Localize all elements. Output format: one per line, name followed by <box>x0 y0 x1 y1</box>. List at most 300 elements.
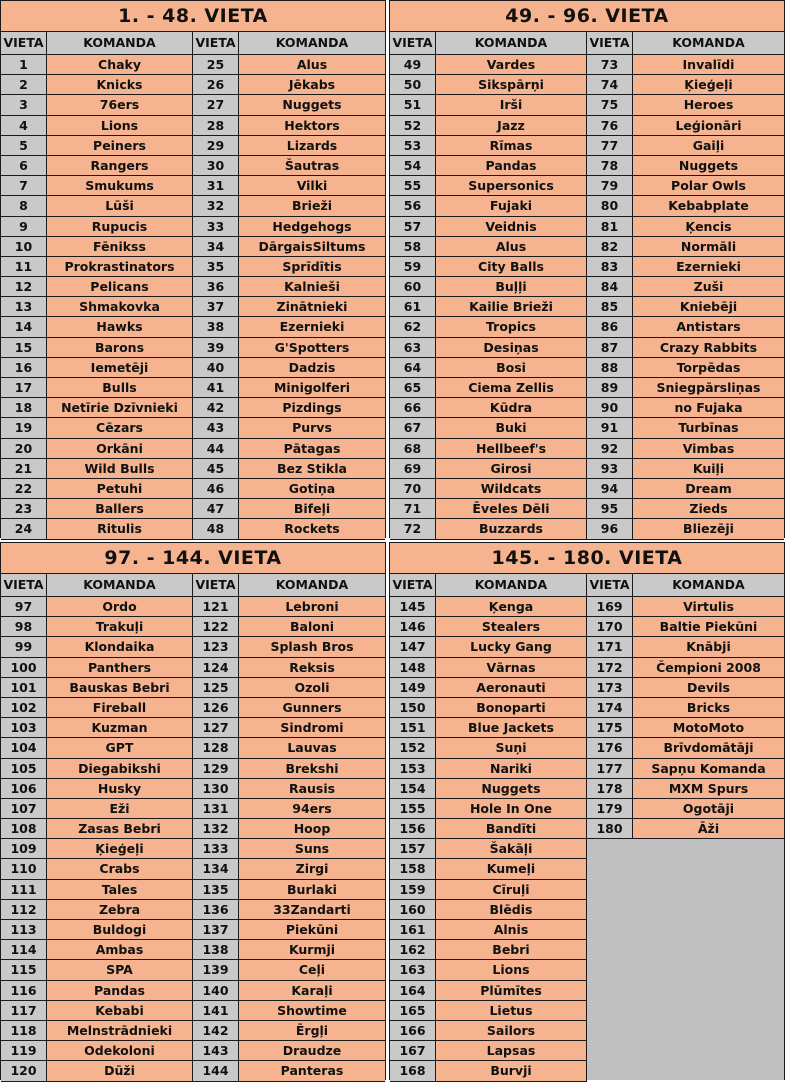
team-cell: Bebri <box>436 940 587 959</box>
team-cell: Alnis <box>436 920 587 939</box>
rank-cell: 95 <box>587 499 633 518</box>
rank-cell: 69 <box>390 459 436 478</box>
team-cell: Fēnikss <box>47 237 193 256</box>
table-row <box>1 297 193 317</box>
table-row <box>390 418 587 438</box>
rank-cell: 128 <box>193 738 239 757</box>
table-row <box>390 257 587 277</box>
team-cell: Nariki <box>436 759 587 778</box>
team-cell: Polar Owls <box>633 176 784 195</box>
rank-cell: 108 <box>1 819 47 838</box>
rank-cell: 12 <box>1 277 47 296</box>
rank-cell: 146 <box>390 617 436 636</box>
rank-cell: 50 <box>390 75 436 94</box>
team-cell: Lietus <box>436 1001 587 1020</box>
table-row <box>587 237 784 257</box>
rank-cell: 163 <box>390 960 436 979</box>
table-row <box>390 519 587 539</box>
standings-block-4 <box>389 542 785 1080</box>
team-cell: Hektors <box>239 116 385 135</box>
rank-cell: 123 <box>193 637 239 656</box>
team-cell: Buldogi <box>47 920 193 939</box>
rank-cell: 34 <box>193 237 239 256</box>
table-row <box>193 479 385 499</box>
table-row <box>390 439 587 459</box>
table-row <box>587 718 784 738</box>
standings-column-right <box>587 32 784 540</box>
rank-cell: 38 <box>193 317 239 336</box>
table-row <box>587 317 784 337</box>
table-row <box>1 156 193 176</box>
table-row <box>390 136 587 156</box>
table-row <box>193 940 385 960</box>
rank-cell: 120 <box>1 1061 47 1080</box>
table-row <box>193 779 385 799</box>
team-cell: Ogotāji <box>633 799 784 818</box>
table-row <box>587 519 784 539</box>
rank-cell: 145 <box>390 597 436 616</box>
team-cell: Eži <box>47 799 193 818</box>
table-row <box>1 277 193 297</box>
column-header <box>193 574 385 597</box>
team-cell: Cīruļi <box>436 880 587 899</box>
rank-cell: 18 <box>1 398 47 417</box>
team-cell: Hole In One <box>436 799 587 818</box>
rank-cell: 129 <box>193 759 239 778</box>
table-row <box>587 479 784 499</box>
rank-cell: 132 <box>193 819 239 838</box>
table-row <box>1 439 193 459</box>
team-cell: 94ers <box>239 799 385 818</box>
rank-cell: 110 <box>1 859 47 878</box>
table-row <box>587 75 784 95</box>
rank-cell: 4 <box>1 116 47 135</box>
rank-cell: 99 <box>1 637 47 656</box>
team-cell: Zasas Bebri <box>47 819 193 838</box>
table-row <box>390 779 587 799</box>
rank-cell: 71 <box>390 499 436 518</box>
rank-cell: 155 <box>390 799 436 818</box>
team-cell: Burlaki <box>239 880 385 899</box>
rank-cell: 140 <box>193 981 239 1000</box>
team-cell: Normāli <box>633 237 784 256</box>
table-row <box>193 317 385 337</box>
table-row <box>1 398 193 418</box>
table-row <box>390 738 587 758</box>
rank-cell: 107 <box>1 799 47 818</box>
team-cell: Wildcats <box>436 479 587 498</box>
standings-column-left <box>1 574 193 1082</box>
block-title: 1. - 48. VIETA <box>1 1 385 32</box>
rank-cell: 33 <box>193 217 239 236</box>
table-row <box>1 55 193 75</box>
table-row <box>587 398 784 418</box>
table-row <box>1 920 193 940</box>
column-header <box>587 574 784 597</box>
team-cell: Nuggets <box>436 779 587 798</box>
team-cell: Blēdis <box>436 900 587 919</box>
rank-cell: 24 <box>1 519 47 538</box>
rank-cell: 5 <box>1 136 47 155</box>
table-row <box>1 176 193 196</box>
team-cell: Sapņu Komanda <box>633 759 784 778</box>
table-row <box>587 297 784 317</box>
team-cell: Baloni <box>239 617 385 636</box>
table-row <box>193 819 385 839</box>
standings-block-1 <box>0 0 386 538</box>
team-cell: Blue Jackets <box>436 718 587 737</box>
team-cell: Burvji <box>436 1061 587 1080</box>
table-row <box>193 217 385 237</box>
table-row <box>1 839 193 859</box>
team-cell: Dream <box>633 479 784 498</box>
rank-cell: 106 <box>1 779 47 798</box>
rank-cell: 131 <box>193 799 239 818</box>
table-row <box>1 75 193 95</box>
table-row <box>390 277 587 297</box>
column-header <box>1 574 193 597</box>
team-cell: Alus <box>239 55 385 74</box>
team-cell: Plūmītes <box>436 981 587 1000</box>
table-row <box>193 839 385 859</box>
table-row <box>193 459 385 479</box>
table-row <box>1 779 193 799</box>
team-cell: Bauskas Bebri <box>47 678 193 697</box>
team-cell: Panthers <box>47 658 193 677</box>
table-row <box>1 1041 193 1061</box>
table-row <box>390 237 587 257</box>
team-cell: Gaiļi <box>633 136 784 155</box>
team-cell: Ēveles Dēli <box>436 499 587 518</box>
rank-cell: 52 <box>390 116 436 135</box>
rank-cell: 53 <box>390 136 436 155</box>
table-row <box>390 637 587 657</box>
table-row <box>390 799 587 819</box>
table-row <box>587 156 784 176</box>
team-cell: Pandas <box>47 981 193 1000</box>
rank-cell: 67 <box>390 418 436 437</box>
rank-cell: 10 <box>1 237 47 256</box>
rank-cell: 45 <box>193 459 239 478</box>
rank-cell: 169 <box>587 597 633 616</box>
rank-cell: 56 <box>390 196 436 215</box>
team-cell: Husky <box>47 779 193 798</box>
table-row <box>390 398 587 418</box>
team-cell: Antistars <box>633 317 784 336</box>
rank-cell: 135 <box>193 880 239 899</box>
table-row <box>193 95 385 115</box>
rank-cell: 51 <box>390 95 436 114</box>
team-cell: Wild Bulls <box>47 459 193 478</box>
rank-cell: 161 <box>390 920 436 939</box>
team-cell: Aeronauti <box>436 678 587 697</box>
team-cell: Ķencis <box>633 217 784 236</box>
table-row <box>193 1061 385 1081</box>
team-cell: Bonoparti <box>436 698 587 717</box>
table-row <box>1 358 193 378</box>
table-row <box>193 698 385 718</box>
team-cell: Knicks <box>47 75 193 94</box>
table-row <box>390 880 587 900</box>
table-row <box>193 196 385 216</box>
rank-header: VIETA <box>390 574 436 596</box>
table-row <box>193 678 385 698</box>
team-cell: Rupucis <box>47 217 193 236</box>
rank-cell: 151 <box>390 718 436 737</box>
rank-cell: 94 <box>587 479 633 498</box>
team-cell: Rangers <box>47 156 193 175</box>
table-row <box>587 358 784 378</box>
table-row <box>390 196 587 216</box>
table-row <box>1 237 193 257</box>
rank-cell: 171 <box>587 637 633 656</box>
team-cell: Bez Stikla <box>239 459 385 478</box>
rank-cell: 49 <box>390 55 436 74</box>
team-cell: Kebabi <box>47 1001 193 1020</box>
rank-header: VIETA <box>1 32 47 54</box>
table-row <box>193 55 385 75</box>
table-row <box>193 519 385 539</box>
rank-cell: 144 <box>193 1061 239 1080</box>
rank-cell: 35 <box>193 257 239 276</box>
team-cell: Shmakovka <box>47 297 193 316</box>
table-row <box>1 499 193 519</box>
rank-cell: 119 <box>1 1041 47 1060</box>
table-row <box>1 698 193 718</box>
team-cell: Peiners <box>47 136 193 155</box>
rank-cell: 27 <box>193 95 239 114</box>
team-cell: Čempioni 2008 <box>633 658 784 677</box>
standings-column-left <box>390 574 587 1082</box>
rank-cell: 152 <box>390 738 436 757</box>
rank-cell: 55 <box>390 176 436 195</box>
empty-area <box>587 839 784 1080</box>
team-cell: Leģionāri <box>633 116 784 135</box>
team-header: KOMANDA <box>633 574 784 596</box>
rank-cell: 117 <box>1 1001 47 1020</box>
rank-cell: 48 <box>193 519 239 538</box>
team-cell: Hedgehogs <box>239 217 385 236</box>
team-cell: Devils <box>633 678 784 697</box>
table-row <box>390 1041 587 1061</box>
table-row <box>587 597 784 617</box>
rank-cell: 92 <box>587 439 633 458</box>
table-row <box>193 799 385 819</box>
team-cell: Lizards <box>239 136 385 155</box>
team-cell: Zinātnieki <box>239 297 385 316</box>
team-cell: Ezernieki <box>633 257 784 276</box>
table-row <box>193 75 385 95</box>
team-cell: Panteras <box>239 1061 385 1080</box>
rank-cell: 1 <box>1 55 47 74</box>
rank-cell: 66 <box>390 398 436 417</box>
team-cell: City Balls <box>436 257 587 276</box>
team-cell: Ciema Zellis <box>436 378 587 397</box>
team-cell: Lauvas <box>239 738 385 757</box>
team-cell: Odekoloni <box>47 1041 193 1060</box>
table-row <box>193 237 385 257</box>
team-cell: Diegabikshi <box>47 759 193 778</box>
team-cell: Pizdings <box>239 398 385 417</box>
table-row <box>1 1021 193 1041</box>
rank-cell: 63 <box>390 338 436 357</box>
table-row <box>193 718 385 738</box>
rank-cell: 100 <box>1 658 47 677</box>
table-row <box>390 1061 587 1081</box>
team-cell: Bosi <box>436 358 587 377</box>
team-cell: Kalnieši <box>239 277 385 296</box>
team-header: KOMANDA <box>436 32 587 54</box>
team-cell: Lions <box>47 116 193 135</box>
team-cell: Stealers <box>436 617 587 636</box>
team-cell: Rīmas <box>436 136 587 155</box>
team-cell: Fujaki <box>436 196 587 215</box>
team-cell: Barons <box>47 338 193 357</box>
team-header: KOMANDA <box>239 574 385 596</box>
rank-cell: 85 <box>587 297 633 316</box>
table-row <box>193 637 385 657</box>
rank-cell: 138 <box>193 940 239 959</box>
table-row <box>1 658 193 678</box>
rank-cell: 176 <box>587 738 633 757</box>
rank-cell: 68 <box>390 439 436 458</box>
rank-cell: 9 <box>1 217 47 236</box>
team-cell: Iemetēji <box>47 358 193 377</box>
rank-cell: 32 <box>193 196 239 215</box>
rank-cell: 43 <box>193 418 239 437</box>
team-cell: Buzzards <box>436 519 587 538</box>
standings-column-right <box>193 574 385 1082</box>
team-cell: Orkāni <box>47 439 193 458</box>
team-cell: Jēkabs <box>239 75 385 94</box>
table-row <box>587 55 784 75</box>
team-header: KOMANDA <box>436 574 587 596</box>
rank-cell: 31 <box>193 176 239 195</box>
table-row <box>193 859 385 879</box>
team-cell: GPT <box>47 738 193 757</box>
table-row <box>1 981 193 1001</box>
column-header <box>193 32 385 55</box>
table-row <box>193 116 385 136</box>
team-cell: SPA <box>47 960 193 979</box>
team-cell: Brīvdomātāji <box>633 738 784 757</box>
team-cell: Nuggets <box>239 95 385 114</box>
team-cell: Sniegpārsliņas <box>633 378 784 397</box>
table-row <box>193 1001 385 1021</box>
team-cell: Torpēdas <box>633 358 784 377</box>
table-row <box>390 1021 587 1041</box>
table-row <box>193 960 385 980</box>
team-cell: Heroes <box>633 95 784 114</box>
table-row <box>1 136 193 156</box>
table-row <box>587 759 784 779</box>
rank-cell: 158 <box>390 859 436 878</box>
team-cell: Āži <box>633 819 784 838</box>
team-cell: Desiņas <box>436 338 587 357</box>
rank-cell: 25 <box>193 55 239 74</box>
team-cell: Supersonics <box>436 176 587 195</box>
table-row <box>1 940 193 960</box>
standings-column-left <box>1 32 193 540</box>
table-row <box>390 459 587 479</box>
table-row <box>193 1021 385 1041</box>
standings-column-right <box>587 574 784 839</box>
table-row <box>193 418 385 438</box>
rank-cell: 156 <box>390 819 436 838</box>
table-row <box>587 819 784 839</box>
table-row <box>587 799 784 819</box>
rank-cell: 2 <box>1 75 47 94</box>
rank-cell: 73 <box>587 55 633 74</box>
team-cell: Lions <box>436 960 587 979</box>
table-row <box>587 116 784 136</box>
rank-cell: 168 <box>390 1061 436 1080</box>
rank-cell: 30 <box>193 156 239 175</box>
team-cell: Kniebēji <box>633 297 784 316</box>
rank-cell: 170 <box>587 617 633 636</box>
team-cell: Klondaika <box>47 637 193 656</box>
rank-cell: 173 <box>587 678 633 697</box>
team-cell: 76ers <box>47 95 193 114</box>
rank-cell: 41 <box>193 378 239 397</box>
rank-cell: 172 <box>587 658 633 677</box>
team-cell: Invalīdi <box>633 55 784 74</box>
rank-cell: 28 <box>193 116 239 135</box>
team-cell: Purvs <box>239 418 385 437</box>
table-row <box>1 338 193 358</box>
table-row <box>390 920 587 940</box>
rank-cell: 91 <box>587 418 633 437</box>
table-row <box>1 479 193 499</box>
rank-cell: 22 <box>1 479 47 498</box>
rank-cell: 98 <box>1 617 47 636</box>
table-row <box>193 658 385 678</box>
rank-cell: 125 <box>193 678 239 697</box>
rank-cell: 148 <box>390 658 436 677</box>
team-cell: Hellbeef's <box>436 439 587 458</box>
table-row <box>390 617 587 637</box>
table-row <box>587 95 784 115</box>
team-cell: Melnstrādnieki <box>47 1021 193 1040</box>
table-row <box>193 358 385 378</box>
team-cell: Dadzis <box>239 358 385 377</box>
rank-cell: 11 <box>1 257 47 276</box>
team-cell: Fireball <box>47 698 193 717</box>
rank-cell: 8 <box>1 196 47 215</box>
team-cell: Turbīnas <box>633 418 784 437</box>
rank-header: VIETA <box>193 574 239 596</box>
rank-cell: 150 <box>390 698 436 717</box>
table-row <box>390 358 587 378</box>
team-cell: Tales <box>47 880 193 899</box>
table-row <box>1 900 193 920</box>
table-row <box>390 156 587 176</box>
rank-cell: 159 <box>390 880 436 899</box>
table-row <box>587 738 784 758</box>
table-row <box>587 779 784 799</box>
team-cell: Bandīti <box>436 819 587 838</box>
rank-cell: 124 <box>193 658 239 677</box>
team-cell: Ritulis <box>47 519 193 538</box>
rank-cell: 136 <box>193 900 239 919</box>
team-cell: Cēzars <box>47 418 193 437</box>
table-row <box>193 499 385 519</box>
table-row <box>193 277 385 297</box>
team-cell: Petuhi <box>47 479 193 498</box>
rank-cell: 88 <box>587 358 633 377</box>
rank-cell: 14 <box>1 317 47 336</box>
team-cell: Karaļi <box>239 981 385 1000</box>
